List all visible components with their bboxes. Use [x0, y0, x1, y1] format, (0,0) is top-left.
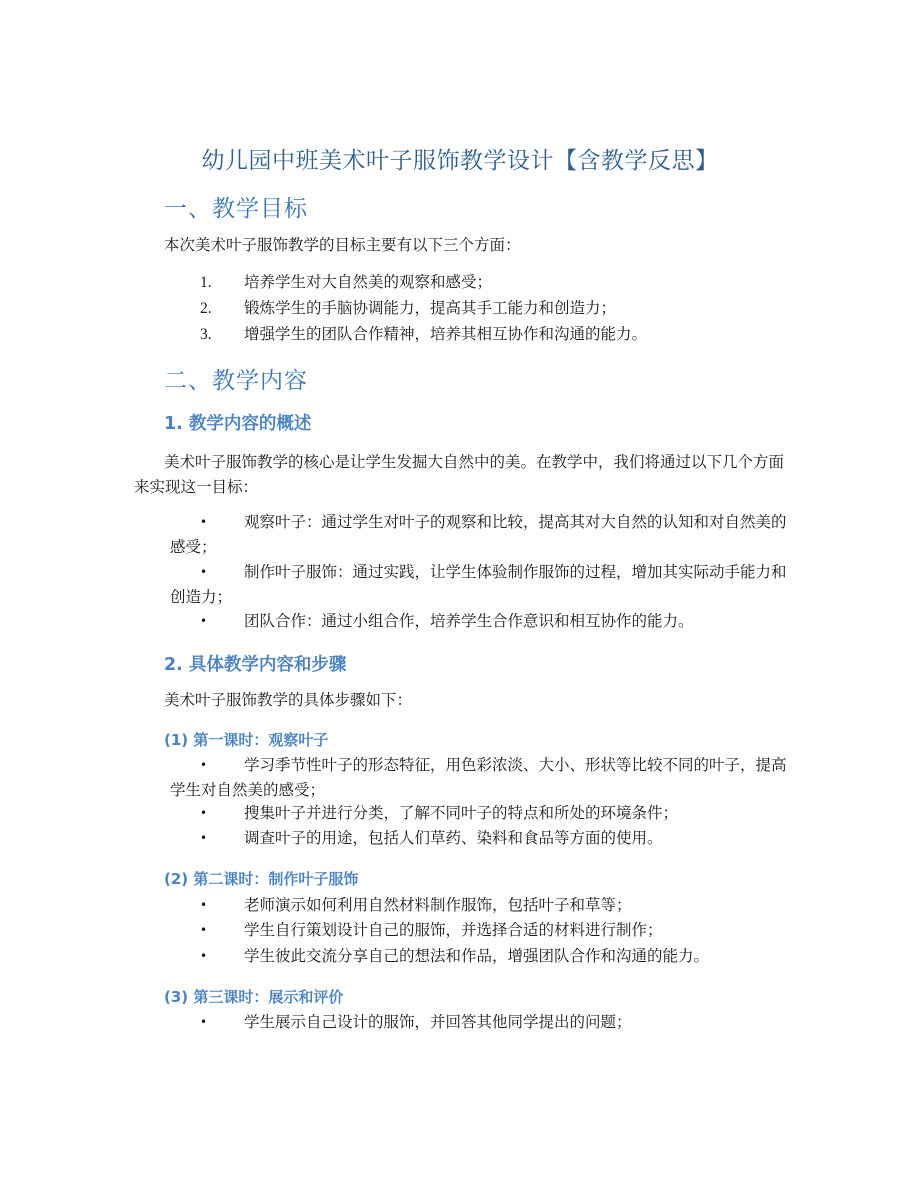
- list-item: [0, 893, 920, 918]
- list-item: [0, 1010, 920, 1035]
- bullet-icon: •: [200, 614, 208, 628]
- list-item-text: 观察叶子：通过学生对叶子的观察和比较，提高其对大自然的认知和对自然美的感受；: [170, 513, 787, 556]
- bullet-icon: •: [200, 806, 208, 820]
- list-item: [0, 801, 920, 826]
- list-item: [0, 944, 920, 969]
- bullet-icon: •: [200, 923, 208, 937]
- list-item-text: 学习季节性叶子的形态特征，用色彩浓淡、大小、形状等比较不同的叶子，提高学生对自然美的感受；: [170, 756, 787, 799]
- document-title: 幼儿园中班美术叶子服饰教学设计【含教学反思】: [201, 148, 719, 174]
- bullet-icon: •: [200, 831, 208, 845]
- lesson-heading-3: (3) 第三课时：展示和评价: [164, 988, 344, 1006]
- list-item: [0, 296, 920, 321]
- list-item-text: 培养学生对大自然美的观察和感受；: [244, 273, 493, 291]
- section-heading-content: 二、教学内容: [164, 368, 308, 394]
- lesson-heading-1: (1) 第一课时：观察叶子: [164, 731, 329, 749]
- bullet-icon: •: [200, 949, 208, 963]
- bullet-icon: •: [200, 1015, 208, 1029]
- list-item: [0, 322, 920, 347]
- list-item-text: 团队合作：通过小组合作，培养学生合作意识和相互协作的能力。: [244, 612, 694, 630]
- list-item-text: 学生自行策划设计自己的服饰，并选择合适的材料进行制作；: [244, 921, 663, 939]
- list-item: [0, 918, 920, 943]
- list-number: 3.: [200, 326, 212, 343]
- list-item-text: 搜集叶子并进行分类，了解不同叶子的特点和所处的环境条件；: [244, 804, 679, 822]
- list-item: [0, 753, 920, 803]
- subsection-heading-overview: 1. 教学内容的概述: [164, 414, 312, 434]
- list-item-text: 学生彼此交流分享自己的想法和作品，增强团队合作和沟通的能力。: [244, 947, 710, 965]
- list-item-text: 增强学生的团队合作精神，培养其相互协作和沟通的能力。: [244, 325, 648, 343]
- list-item: [0, 609, 920, 634]
- overview-paragraph: 美术叶子服饰教学的核心是让学生发掘大自然中的美。在教学中，我们将通过以下几个方面来实现这一目标：: [134, 453, 785, 496]
- lesson-heading-2: (2) 第二课时：制作叶子服饰: [164, 870, 359, 888]
- list-item-text: 锻炼学生的手脑协调能力，提高其手工能力和创造力；: [244, 299, 617, 317]
- section-heading-goals: 一、教学目标: [164, 196, 308, 222]
- list-item: [0, 510, 920, 560]
- list-item-text: 调查叶子的用途，包括人们草药、染料和食品等方面的使用。: [244, 829, 663, 847]
- list-number: 1.: [200, 274, 212, 291]
- bullet-icon: •: [200, 565, 208, 579]
- goals-intro: 本次美术叶子服饰教学的目标主要有以下三个方面：: [164, 236, 521, 254]
- list-item: [0, 826, 920, 851]
- bullet-icon: •: [200, 898, 208, 912]
- bullet-icon: •: [200, 515, 208, 529]
- list-item: [0, 270, 920, 295]
- subsection-heading-steps: 2. 具体教学内容和步骤: [164, 655, 347, 675]
- list-number: 2.: [200, 300, 212, 317]
- list-item-text: 学生展示自己设计的服饰，并回答其他同学提出的问题；: [244, 1013, 632, 1031]
- list-item: [0, 560, 920, 610]
- bullet-icon: •: [200, 758, 208, 772]
- list-item-text: 老师演示如何利用自然材料制作服饰，包括叶子和草等；: [244, 896, 632, 914]
- steps-intro: 美术叶子服饰教学的具体步骤如下：: [164, 691, 413, 709]
- list-item-text: 制作叶子服饰：通过实践，让学生体验制作服饰的过程，增加其实际动手能力和创造力；: [170, 563, 787, 606]
